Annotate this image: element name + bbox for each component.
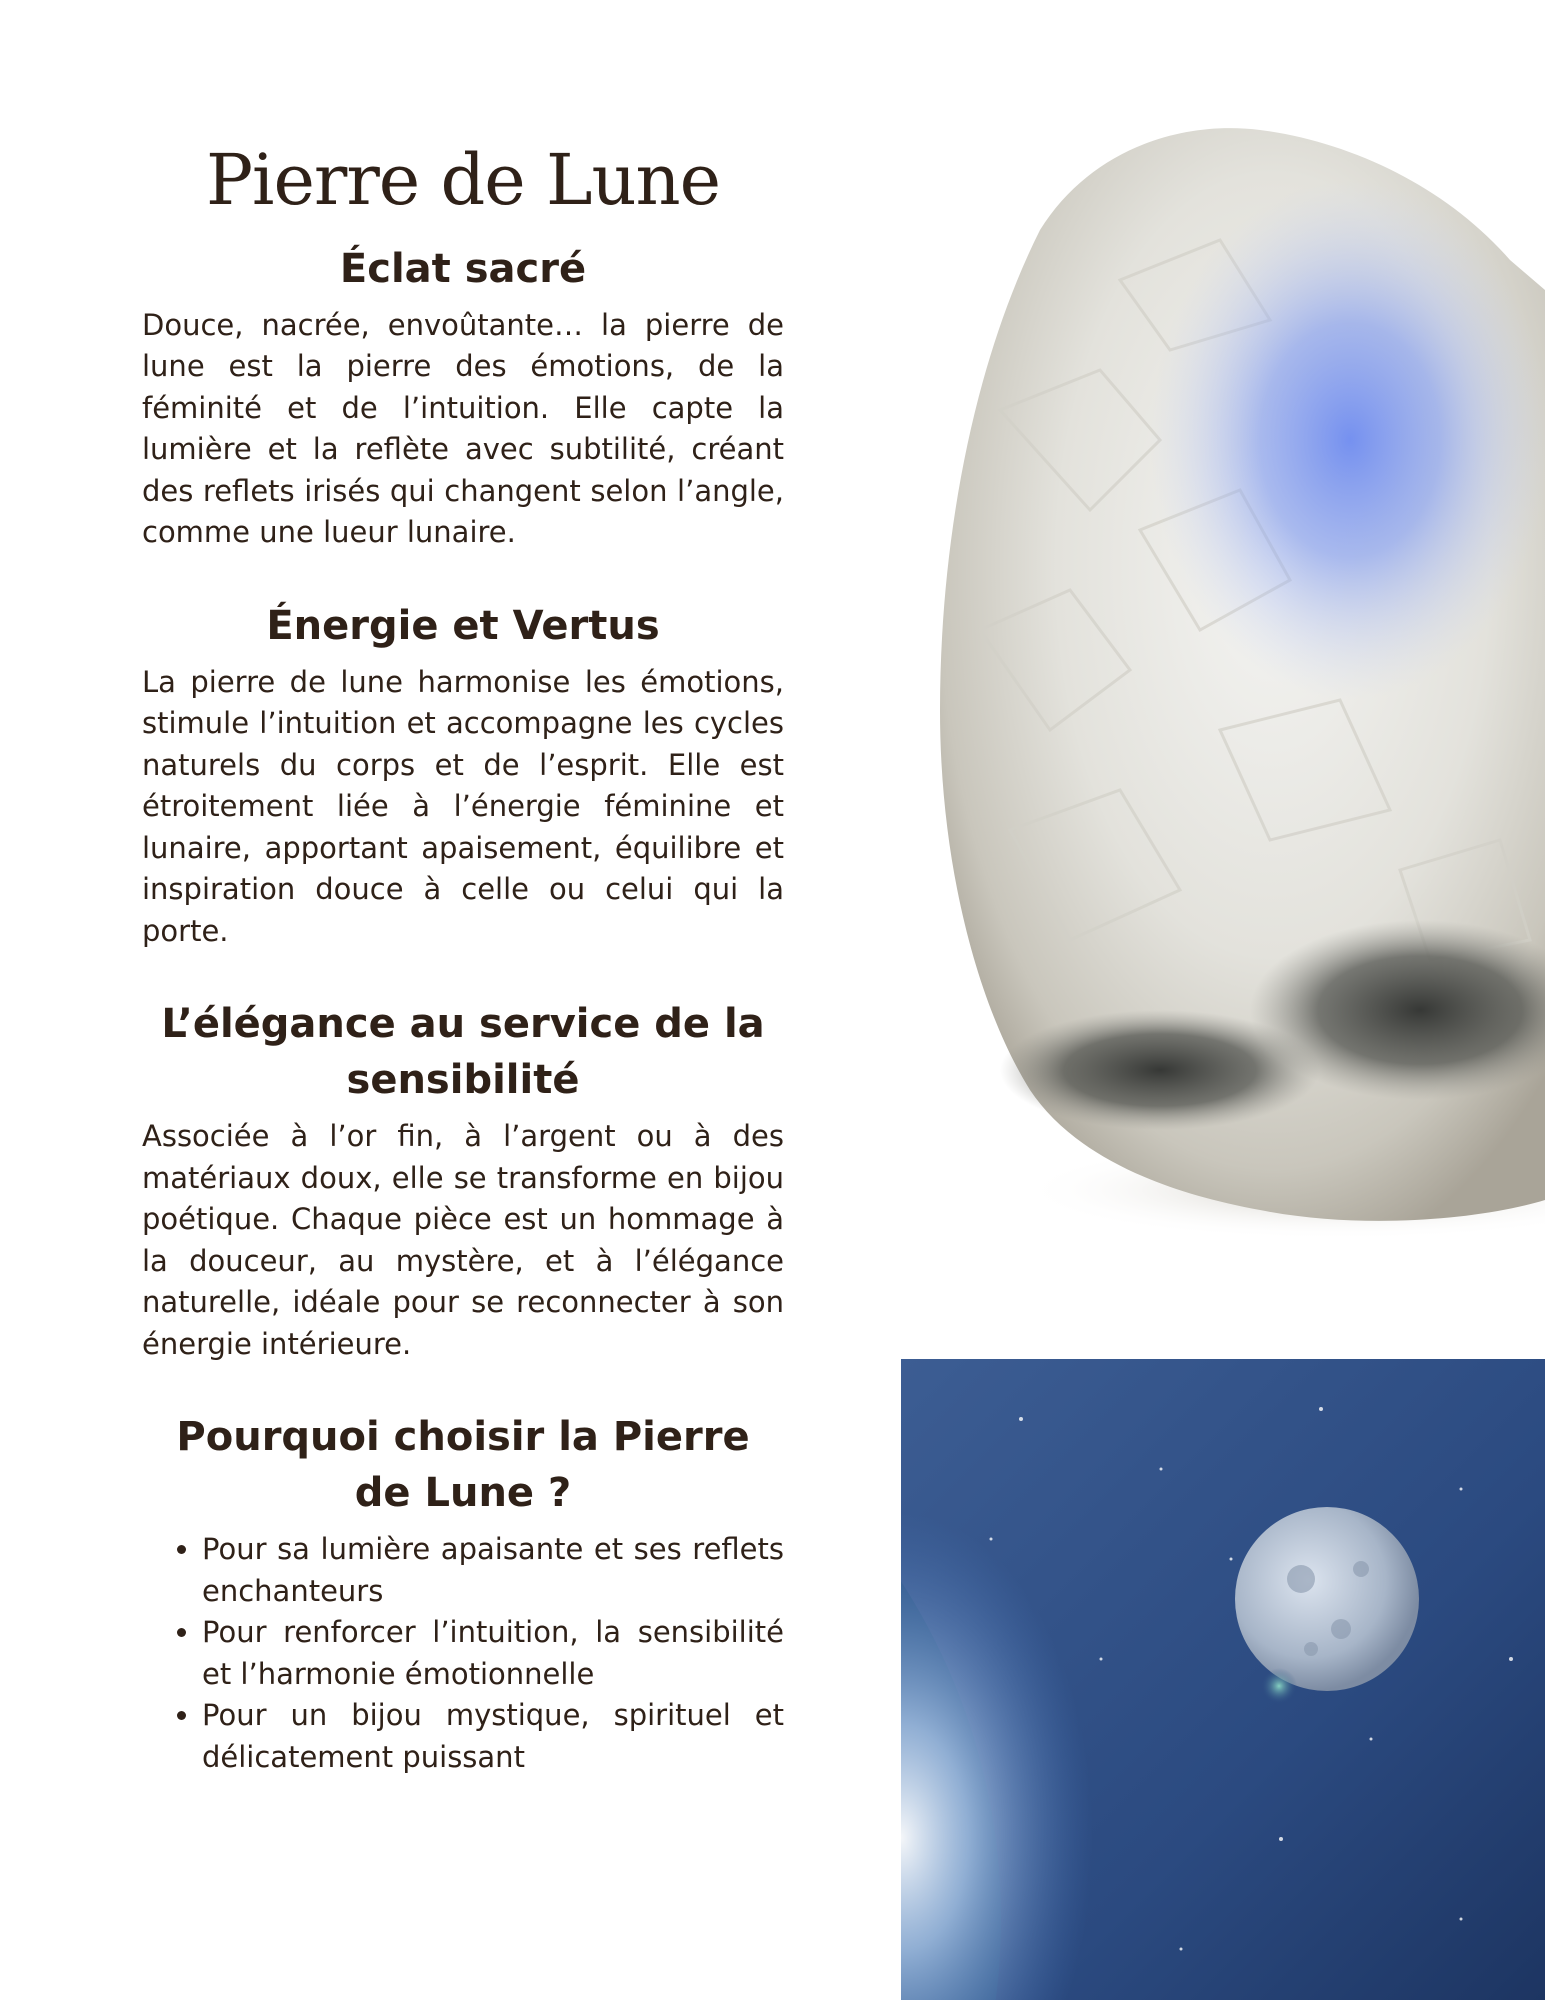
stone-dark-inclusion xyxy=(1000,1010,1320,1130)
section-pourquoi xyxy=(142,1409,784,1778)
section-body: La pierre de lune harmonise les émotions, stimule l’intuition et accompagne les cycles naturels du corps et de l’esprit. Elle est étroitement liée à l’énergie féminine et lunaire, apportant apaisement, équilibre et inspiration douce à celle ou celui qui la porte. xyxy=(142,664,784,948)
section-body: Douce, nacrée, envoûtante… la pierre de lune est la pierre des émotions, de la féminité et de l’intuition. Elle capte la lumière et la reflète avec subtilité, créant des reflets irisés qui changent selon l’angle, comme une lueur lunaire. xyxy=(142,307,784,549)
section-heading: Énergie et Vertus xyxy=(266,602,660,649)
section-heading: Pourquoi choisir la Pierre de Lune ? xyxy=(176,1414,750,1516)
reasons-list xyxy=(142,1529,784,1778)
lens-flare xyxy=(1261,1668,1297,1704)
list-item: • Pour sa lumière apaisante et ses reflets enchanteurs xyxy=(202,1529,784,1612)
earth-atmosphere-glow xyxy=(901,1459,1221,2000)
list-item: • Pour renforcer l’intuition, la sensibilité et l’harmonie émotionnelle xyxy=(202,1612,784,1695)
stone-blue-sheen xyxy=(1150,180,1545,700)
page-title: Pierre de Lune xyxy=(205,139,721,221)
section-elegance xyxy=(142,996,784,1365)
text-column xyxy=(142,140,784,1778)
section-energie-vertus xyxy=(142,598,784,953)
moon xyxy=(1235,1507,1419,1691)
earth-moon-image xyxy=(901,1359,1545,2000)
section-heading: L’élégance au service de la sensibilité xyxy=(161,1001,765,1103)
moonstone-image xyxy=(920,110,1545,1260)
section-body: Associée à l’or fin, à l’argent ou à des matériaux doux, elle se transforme en bijou poétique. Chaque pièce est un hommage à la douceur, au mystère, et à l’élégance naturelle, idéale pour se reconnecter à son énergie intérieure. xyxy=(142,1119,784,1361)
section-heading: Éclat sacré xyxy=(339,245,587,292)
list-item: • Pour un bijou mystique, spirituel et délicatement puissant xyxy=(202,1695,784,1778)
section-eclat-sacre xyxy=(142,241,784,554)
